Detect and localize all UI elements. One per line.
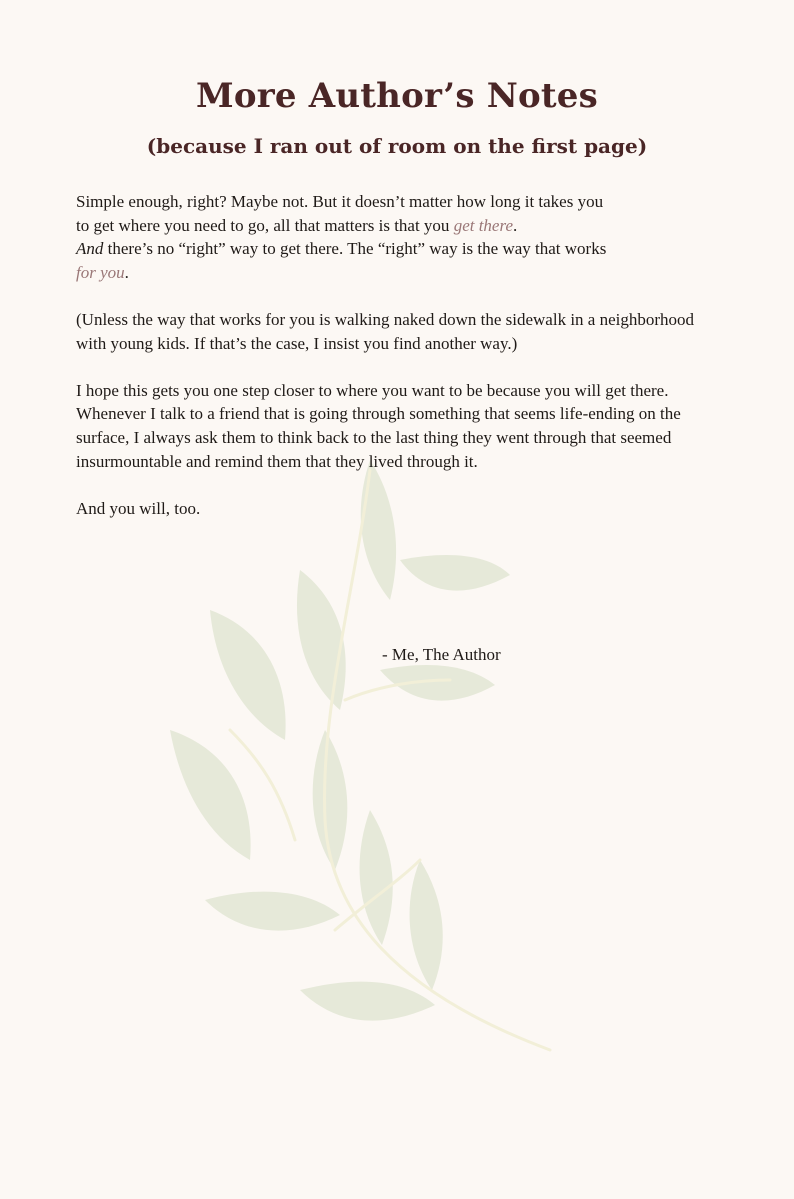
emphasis-get-there: get there [453, 215, 514, 235]
paragraph-3: I hope this gets you one step closer to where you want to be because you will get there. Whenever I talk to a friend that is going through something that seems life-ending on the surface, I always ask them to think back to the last thing they went through that seemed insurmountable and remind them that they lived through it. [76, 380, 681, 471]
italic-and: And [76, 239, 104, 259]
paragraph-1-line-1: Simple enough, right? Maybe not. But it doesn’t matter how long it takes you [76, 192, 604, 211]
page-title: More Author’s Notes [196, 76, 598, 116]
paragraph-1-line-2-prefix: to get where you need to go, all that matters is that you [76, 215, 454, 235]
paragraph-4: And you will, too. [76, 498, 201, 518]
author-signature: - Me, The Author [382, 645, 501, 664]
paragraph-1 [76, 190, 726, 284]
paragraph-1-line-3-rest: there’s no “right” way to get there. The “right” way is the way that works [103, 239, 607, 259]
emphasis-for-you: for you [76, 262, 125, 282]
notes-body [76, 190, 726, 544]
paragraph-1-line-4-suffix: . [124, 262, 129, 282]
paragraph-2: (Unless the way that works for you is walking naked down the sidewalk in a neighborhood with young kids. If that’s the case, I insist you find another way.) [76, 309, 695, 353]
page-subtitle: (because I ran out of room on the first page) [146, 134, 648, 158]
paragraph-1-line-2-suffix: . [513, 215, 518, 235]
